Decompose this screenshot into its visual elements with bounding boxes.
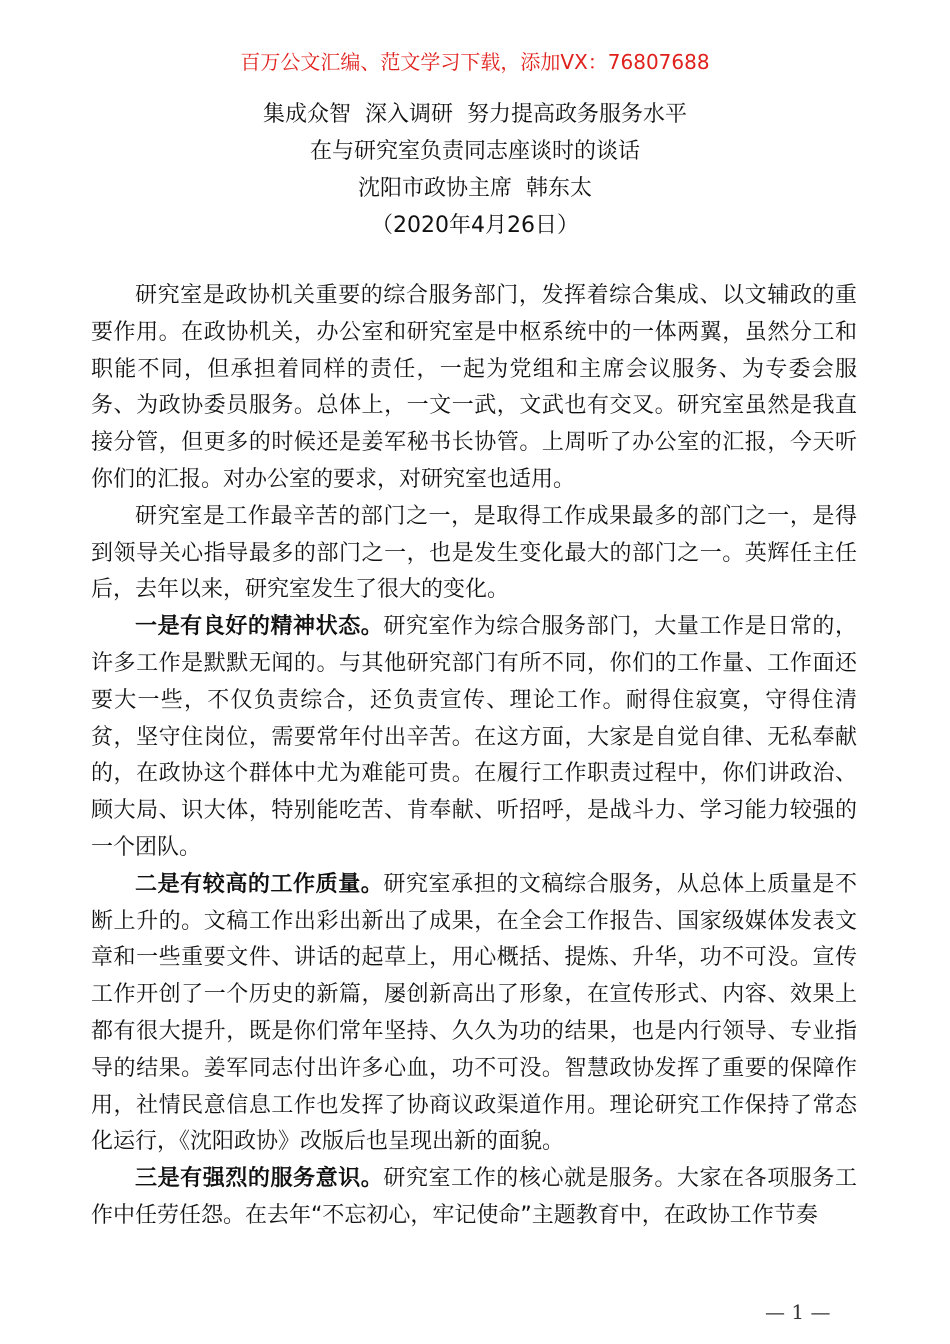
text-line: 都有很大提升，既是你们常年坚持、久久为功的结果，也是内行领导、专业指 bbox=[91, 1018, 857, 1044]
watermark-banner: 百万公文汇编、范文学习下载，添加VX：76807688 bbox=[240, 50, 710, 74]
text-line: 作中任劳任怨。在去年“不忘初心，牢记使命”主题教育中，在政协工作节奏 bbox=[91, 1202, 818, 1228]
paragraph bbox=[91, 278, 857, 499]
text-line: 你们的汇报。对办公室的要求，对研究室也适用。 bbox=[91, 466, 576, 492]
text-line: 研究室是政协机关重要的综合服务部门，发挥着综合集成、以文辅政的重 bbox=[135, 283, 857, 308]
text-line: 接分管，但更多的时候还是姜军秘书长协管。上周听了办公室的汇报，今天听 bbox=[91, 430, 857, 456]
document-header bbox=[0, 96, 950, 244]
text-line: 用，社情民意信息工作也发挥了协商议政渠道作用。理论研究工作保持了常态 bbox=[91, 1092, 857, 1118]
paragraph-lead: 二是有较高的工作质量。 bbox=[135, 871, 384, 897]
document-author: 沈阳市政协主席 韩东太 bbox=[358, 176, 592, 201]
text-line: 要作用。在政协机关，办公室和研究室是中枢系统中的一体两翼，虽然分工和 bbox=[91, 319, 857, 345]
document-body bbox=[91, 278, 857, 1235]
text-line: 研究室是工作最辛苦的部门之一，是取得工作成果最多的部门之一，是得 bbox=[135, 503, 857, 529]
text-line: 职能不同，但承担着同样的责任，一起为党组和主席会议服务、为专委会服 bbox=[91, 356, 857, 382]
text-line: 二是有较高的工作质量。研究室承担的文稿综合服务，从总体上质量是不 bbox=[135, 871, 857, 897]
text-line: 章和一些重要文件、讲话的起草上，用心概括、提炼、升华，功不可没。宣传 bbox=[91, 945, 857, 971]
text-line: 贫，坚守住岗位，需要常年付出辛苦。在这方面，大家是自觉自律、无私奉献 bbox=[91, 724, 857, 750]
text-line: 一是有良好的精神状态。研究室作为综合服务部门，大量工作是日常的， bbox=[135, 614, 857, 640]
text-line: 后，去年以来，研究室发生了很大的变化。 bbox=[91, 577, 510, 603]
text-line: 顾大局、识大体，特别能吃苦、肯奉献、听招呼，是战斗力、学习能力较强的 bbox=[91, 798, 857, 824]
text-line: 务、为政协委员服务。总体上，一文一武，文武也有交叉。研究室虽然是我直 bbox=[91, 393, 857, 419]
page-number: — 1 — bbox=[765, 1300, 831, 1324]
text-line: 工作开创了一个历史的新篇，屡创新高出了形象，在宣传形式、内容、效果上 bbox=[91, 982, 857, 1008]
text-line: 的，在政协这个群体中尤为难能可贵。在履行工作职责过程中，你们讲政治、 bbox=[91, 761, 857, 787]
paragraph bbox=[91, 609, 857, 867]
text-line: 化运行，《沈阳政协》改版后也呈现出新的面貌。 bbox=[91, 1129, 565, 1155]
text-line: 要大一些，不仅负责综合，还负责宣传、理论工作。耐得住寂寞，守得住清 bbox=[91, 687, 857, 713]
document-subtitle: 在与研究室负责同志座谈时的谈话 bbox=[309, 139, 640, 164]
paragraph bbox=[91, 867, 857, 1161]
paragraph-lead: 三是有强烈的服务意识。 bbox=[135, 1166, 384, 1192]
text-line: 一个团队。 bbox=[91, 834, 202, 860]
text-line: 三是有强烈的服务意识。研究室工作的核心就是服务。大家在各项服务工 bbox=[135, 1166, 857, 1192]
text-line: 到领导关心指导最多的部门之一，也是发生变化最大的部门之一。英辉任主任 bbox=[91, 540, 857, 566]
paragraph-lead: 一是有良好的精神状态。 bbox=[135, 614, 384, 640]
text-line: 导的结果。姜军同志付出许多心血，功不可没。智慧政协发挥了重要的保障作 bbox=[91, 1055, 857, 1081]
paragraph bbox=[91, 499, 857, 609]
document-title: 集成众智 深入调研 努力提高政务服务水平 bbox=[263, 102, 687, 127]
document-date: （2020年4月26日） bbox=[371, 213, 579, 238]
text-line: 许多工作是默默无闻的。与其他研究部门有所不同，你们的工作量、工作面还 bbox=[91, 650, 857, 676]
text-line: 断上升的。文稿工作出彩出新出了成果，在全会工作报告、国家级媒体发表文 bbox=[91, 908, 857, 934]
paragraph bbox=[91, 1161, 857, 1235]
